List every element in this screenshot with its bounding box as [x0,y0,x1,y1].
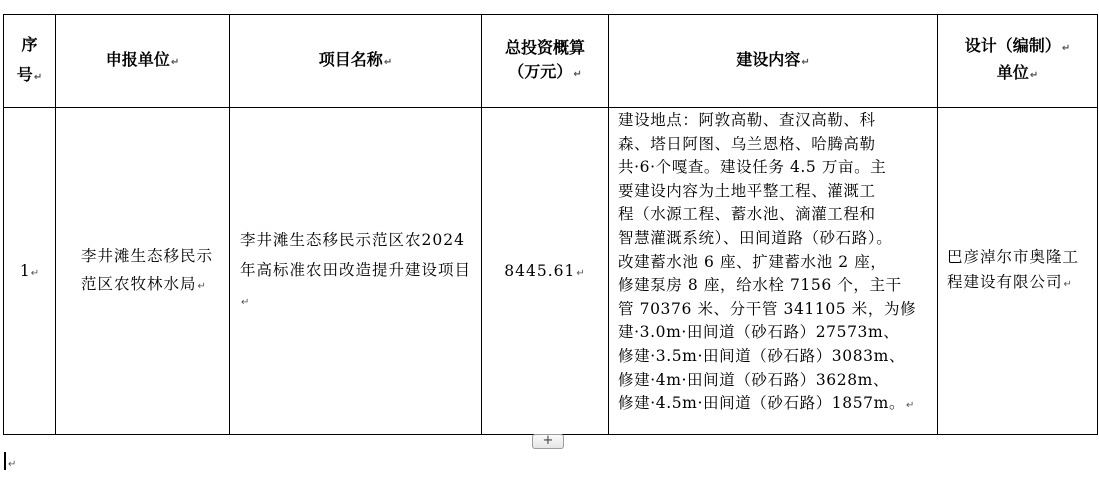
paragraph-mark-icon: ↵ [8,459,17,470]
cell-project-name[interactable] [230,108,482,435]
header-investment[interactable] [482,15,609,108]
paragraph-mark-icon: ↵ [30,268,40,279]
header-unit-label: 申报单位 [105,49,170,69]
text-cursor [4,452,6,470]
content-line: 管 70376 米、分干管 341105 米，为修 [618,299,917,318]
content-line: 程（水源工程、蓄水池、滴灌工程和 [618,205,876,224]
cell-content[interactable] [609,108,938,435]
paragraph-mark-icon: ↵ [1063,279,1073,290]
header-project-name-label: 项目名称 [318,49,383,69]
paragraph-mark-icon: ↵ [383,56,393,68]
project-name-value: 李井滩生态移民示范区农2024年高标准农田改造提升建设项目 [240,230,472,279]
paragraph-mark-icon: ↵ [241,296,251,308]
content-line: 要建设内容为土地平整工程、灌溉工 [618,181,876,200]
seq-value: 1 [19,262,30,280]
cell-investment[interactable] [482,108,609,435]
paragraph-mark-icon: ↵ [170,56,180,68]
header-content[interactable] [609,15,938,108]
paragraph-mark-icon: ↵ [197,280,207,292]
header-row [4,15,1098,108]
cell-seq[interactable] [4,108,56,435]
paragraph-mark-icon: ↵ [1029,70,1039,81]
unit-value: 李井滩生态移民示范区农牧林水局 [81,246,214,293]
header-design-line1: 设计（编制） [964,36,1061,55]
table-row [4,108,1098,435]
header-seq-line2: 号 [16,64,33,84]
investment-value: 8445.61 [504,262,576,280]
content-line: 建设地点：阿敦高勒、查汉高勒、科 [618,111,876,129]
paragraph-mark-icon: ↵ [573,68,582,80]
paragraph-mark-icon: ↵ [33,71,43,83]
header-unit[interactable] [56,15,230,108]
header-seq[interactable] [4,15,56,108]
content-line: 森、塔日阿图、乌兰恩格、哈腾高勒 [618,134,876,153]
header-investment-line2: （万元） [508,61,573,81]
content-line: 智慧灌溉系统）、田间道路（砂石路）。 [618,228,893,247]
design-unit-value: 巴彦淖尔市奥隆工程建设有限公司 [947,248,1080,291]
cell-design-unit[interactable] [938,108,1098,435]
paragraph-mark-icon: ↵ [906,400,916,412]
content-line: 修建·4.5m·田间道（砂石路）1857m。 [618,394,906,413]
header-content-label: 建设内容 [736,49,801,69]
content-line: 修建·3.5m·田间道（砂石路）3083m、 [618,346,906,365]
header-design-line2: 单位 [996,63,1029,82]
header-project-name[interactable] [230,15,482,108]
add-row-button[interactable]: + [532,434,564,449]
content-line: 共·6·个嘎查。建设任务 4.5 万亩。主 [618,158,887,177]
content-line: 建·3.0m·田间道（砂石路）27573m、 [618,323,900,342]
header-investment-line1: 总投资概算 [504,37,585,57]
header-design[interactable] [938,15,1098,108]
paragraph-mark-icon: ↵ [576,268,586,279]
header-seq-line1: 序 [21,34,38,54]
paragraph-mark-icon: ↵ [1061,43,1071,54]
project-table [3,14,1098,435]
content-line: 改建蓄水池 6 座、扩建蓄水池 2 座， [618,252,887,271]
content-line: 修建泵房 8 座，给水栓 7156 个，主干 [618,276,902,295]
paragraph-mark-icon: ↵ [801,56,810,68]
content-line: 修建·4m·田间道（砂石路）3628m、 [618,370,890,389]
cell-unit[interactable] [56,108,230,435]
